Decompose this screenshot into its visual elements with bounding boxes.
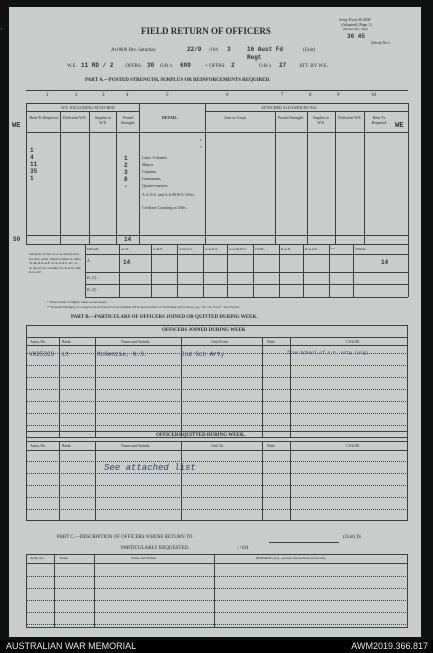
- analysis-row-label: A.: [87, 258, 91, 263]
- detail-item: Captains: [142, 169, 156, 174]
- part-c-col-head: Rank.: [60, 556, 69, 560]
- joined-name: McKenzie, N.S.: [97, 351, 148, 358]
- total-value: 14: [381, 259, 389, 266]
- joined-rank: Lt: [62, 351, 70, 358]
- quitted-col-head: Date.: [267, 443, 276, 448]
- detail-item: Civilians Counting as Offrs.: [142, 205, 188, 210]
- analysis-grid: [85, 244, 408, 297]
- grid-line: [408, 244, 409, 297]
- we-right-stamp: WE: [395, 122, 404, 130]
- year-value: 3: [227, 46, 231, 53]
- grid-line: [214, 554, 215, 628]
- we-value: 11 RD / 2: [81, 62, 114, 69]
- joined-unit-from: 2nd Sch Arty: [181, 351, 225, 358]
- row-line: [26, 600, 408, 601]
- part-b-title: PART B.—PARTICULARS OF OFFICERS JOINED OR QUITTED DURING WEEK.: [71, 315, 258, 320]
- detail-item: A.A.N.S. and A.A.M.W.S. Offrs.: [142, 192, 195, 197]
- quitted-note: See attached list: [104, 463, 196, 473]
- joined-col-head: Date.: [267, 339, 276, 344]
- quitted-title: OFFICERS QUITTED DURING WEEK.: [156, 433, 246, 438]
- col-head-posted: Posted Strength.: [120, 115, 136, 125]
- analysis-col-head: C.M.F.: [153, 247, 163, 251]
- col-head-reints: Rein-Ts Required.: [29, 115, 59, 120]
- quitted-col-head: CAUSE.: [346, 443, 361, 448]
- part-c-title-2: PARTICULARLY REQUESTED.: [121, 546, 190, 551]
- grid-line: [203, 244, 204, 297]
- aif-value: 14: [123, 259, 131, 266]
- row-line: [26, 509, 408, 510]
- grid-line: [94, 554, 95, 628]
- arm-or-corps-header: Arm or Corps: [224, 115, 247, 120]
- ors-value: 609: [180, 62, 191, 69]
- row-line: [26, 588, 408, 589]
- analysis-col-head: A.A.M.W.S.: [229, 247, 247, 251]
- row-line: [26, 413, 408, 414]
- ors-label: O.R.'s: [160, 64, 173, 69]
- column-number: 10: [371, 93, 376, 98]
- detail-item: Lieut.-Colonels: [142, 155, 167, 160]
- form-revised: (Revised Jan., 1942): [343, 27, 368, 31]
- ors2-label: O.R.'s: [259, 64, 272, 69]
- part-a-title: PART A.—POSTED STRENGTH, SURPLUS OR REINFORCEMENTS REQUIRED.: [85, 78, 271, 83]
- col-head-reints-att: Rein-Ts Required: [371, 115, 387, 125]
- unit-label: (Unit): [303, 48, 316, 53]
- unit-value: 16 Aust Fd Regt: [247, 46, 284, 61]
- joined-cause: from School of A.F. Arty (sig): [287, 351, 369, 356]
- part-c-col-head: REMARKS (e.g., present whereabouts if known).: [256, 556, 326, 560]
- detail-item: Lieutenants: [142, 176, 161, 181]
- row-line: [26, 485, 408, 486]
- we-count: 4: [30, 154, 34, 161]
- analysis-row-label: B. (2): [87, 287, 97, 292]
- posted-count: 2: [124, 162, 128, 169]
- row-line: [26, 425, 408, 426]
- column-number: 7: [281, 93, 284, 98]
- quitted-col-head: Name and Initials.: [121, 443, 151, 448]
- form-title: FIELD RETURN OF OFFICERS: [141, 26, 271, 36]
- analysis-note: Analysis of Part A to be shown here for ALL units, which require it; units of the R.A.A.F. of A.A.N.S. etc. to be shown in columns for R.A.N. and R.A.A.F.: [29, 252, 81, 274]
- posted-count: 3: [124, 169, 128, 176]
- grid-line: [151, 244, 152, 297]
- part-c-title-1: PART C.—DESCRIPTION OF OFFICERS WHOSE RETURN TO: [57, 535, 193, 540]
- analysis-col-head: A.A.N.S.: [205, 247, 219, 251]
- joined-army-no: VX25329: [29, 351, 55, 358]
- total-left: 50: [13, 236, 21, 243]
- col-head-deficient: Deficient W.E.: [63, 115, 87, 120]
- part-c-date: / /194: [237, 546, 249, 551]
- detail-item: Quarter-masters: [142, 183, 168, 188]
- row-line: [26, 497, 408, 498]
- part-c-columns: [26, 554, 408, 628]
- column-number: 9: [337, 93, 340, 98]
- row-line: [26, 401, 408, 402]
- joined-col-head: Unit From.: [211, 339, 229, 344]
- joined-col-head: Rank.: [62, 339, 72, 344]
- grid-line: [85, 244, 408, 245]
- year-prefix: /194: [209, 48, 218, 53]
- att-label: ATT. BY W.E.: [299, 64, 329, 69]
- joined-col-head: CAUSE.: [346, 339, 361, 344]
- row-line: [26, 461, 408, 462]
- col-head-surplus-att: Surplus to W.E.: [312, 115, 330, 125]
- we-count: 1: [30, 147, 34, 154]
- serial-value: 36 45: [347, 33, 366, 40]
- analysis-col-head: A.I.F.: [121, 247, 129, 251]
- analysis-col-head: DETAIL: [87, 247, 100, 251]
- part-c-unit-label: (Unit) IS: [343, 535, 361, 540]
- grid-line: [54, 554, 55, 628]
- quitted-col-head: Army No.: [30, 443, 47, 448]
- we-excluding-header: W.E. EXCLUDING ATTACHED.: [61, 105, 116, 110]
- footnote-2: ** Personnel belonging to a category not provided for in the available will be shown in this Col. Particulars will be shown, e.g., "M. C.R. Forces" "N.Z. Forces.": [47, 305, 241, 309]
- grid-line: [119, 244, 120, 297]
- column-number: 1: [46, 93, 49, 98]
- column-number: 6: [226, 93, 229, 98]
- column-number: 3: [102, 93, 105, 98]
- serial-label: (Serial No.): [371, 40, 390, 45]
- col-head-posted-att: Posted Strength.: [277, 115, 305, 120]
- total-posted: 14: [124, 236, 132, 243]
- joined-title: OFFICERS JOINED DURING WEEK: [162, 328, 246, 333]
- column-number: 4: [126, 93, 129, 98]
- grid-line: [303, 244, 304, 297]
- we-left-stamp: WE: [12, 122, 21, 130]
- row-line: [26, 612, 408, 613]
- offrs2-value: 2: [231, 62, 235, 69]
- part-c-col-head: Army No.: [30, 556, 45, 560]
- footnote-1: * Insert detail of higher ranks as necessary.: [47, 300, 108, 304]
- grid-line: [85, 254, 408, 255]
- row-line: [26, 576, 408, 577]
- grid-line: [253, 244, 254, 297]
- row-line: [26, 473, 408, 474]
- analysis-col-head: A.W.A.S.: [179, 247, 193, 251]
- form-adapted: (Adapted) (Page 1): [341, 22, 372, 27]
- column-number: 2: [75, 93, 78, 98]
- row-line: [26, 624, 408, 625]
- analysis-col-head: R.A.N.: [281, 247, 292, 251]
- ors2-value: 27: [279, 62, 287, 69]
- part-c-col-head: Name and Initials.: [131, 556, 157, 560]
- row-line: [26, 365, 408, 366]
- grid-line: [227, 244, 228, 297]
- quitted-columns: [26, 441, 408, 521]
- grid-line: [85, 297, 408, 298]
- grid-line: [177, 244, 178, 297]
- quitted-col-head: Rank.: [62, 443, 72, 448]
- we-count: 35: [30, 168, 38, 175]
- row-line: [26, 389, 408, 390]
- detail-item: Majors: [142, 162, 154, 167]
- we-label: W.E.: [67, 64, 77, 69]
- joined-col-head: Name and Initials.: [121, 339, 151, 344]
- grid-line: [329, 244, 330, 297]
- analysis-col-head: **: [331, 247, 335, 251]
- offrs-label: . OFFRS.: [123, 64, 143, 69]
- posted-count: 1: [124, 155, 128, 162]
- grid-line: [353, 244, 354, 297]
- offrs2-label: + OFFRS.: [205, 64, 226, 69]
- we-count: 1: [30, 175, 34, 182]
- col-head-surplus: Surplus to W.E.: [94, 115, 112, 125]
- joined-col-head: Army No.: [30, 339, 47, 344]
- offrs-value: 30: [147, 62, 155, 69]
- column-numbers: [26, 93, 408, 101]
- col-head-deficient-att: Deficient W.E.: [338, 115, 362, 120]
- footer-right: AWM2019.366.817: [351, 641, 428, 651]
- posted-count: 8: [124, 176, 128, 183]
- quitted-col-head: Unit To.: [211, 443, 225, 448]
- form-number: Army Form W.3008: [339, 17, 371, 22]
- posted-count: -: [124, 183, 128, 190]
- detail-header: DETAIL.: [162, 115, 179, 120]
- row-line: [26, 377, 408, 378]
- grid-line: [85, 284, 408, 285]
- field-return-form: FIELD RETURN OF OFFICERS Army Form W.3008 (Adapted) (Page 1) (Revised Jan., 1942) 36 45 (Serial No.) At 0600 Hrs. Saturday 22/9 /194 3 16 Aust Fd Regt (Unit) W.E. 11 RD / 2 . OFFRS. 30 O.R.'s 609 + OFFRS. 2 O.R.'s 27 ATT. BY W.E. PART A.—POSTED STRENGTH, SURPLUS OR REINFORCEMENTS REQUIRED. 1 2 3 4 5 6 7 8 9 10 W.E. EXCLUDING ATTACHED. ATTACHED ALLOWED BY W.E. Rein-Ts Required. Deficient W.E. Surplus to W.E. Posted Strength. DETAIL. Arm or Corps Posted Strength. Surplus to W.E. Deficient W.E. Rein-Ts Required WE WE 1 4 11 35 1 1 2 3 8 - Lieut.-Colonels Majors Captains Lieutenants Quarter-masters A.A.N.S. and A.A.M.W.S. Offrs. Civilians Counting as Offrs. * * 50 14 Analysis of Part A to be shown here for ALL units, which require it; units of the R.A.A.F. of A.A.N.S. etc. to be shown in columns for R.A.N. and R.A.A.F. DETAIL A.I.F. C.M.F. A.W.A.S. A.A.N.S. A.A.M.W.S. CIVIL. R.A.N. R.A.A.F. ** TOTAL A. B. (1) B. (2) 14 14 * Insert detail of higher ranks as necessary. ** Personnel belonging to a category not provided for in the available will be shown in this Col. Particulars will be shown, e.g., "M. C.R. Forces" "N.Z. Forces." PART B.—PARTICULARS OF OFFICERS JOINED OR QUITTED DURING WEEK. OFFICERS JOINED DURING WEEK Army No. Rank. Name and Initials. Unit From. Date. CAUSE. VX25329 Lt McKenzie, N.S. 2nd Sch Arty from School of A.F. Arty (sig) OFFICERS QUITTED DURING WEEK. Army No. Rank. Name and Initials. Unit To. Date. CAUSE. See attached list PART C.—DESCRIPTION OF OFFICERS WHOSE RETURN TO (Unit) IS PARTICULARLY REQUESTED. / /194 Army No. Rank. Name and Initials. REMARKS (e.g., present whereabouts if known).: [9, 7, 421, 637]
- column-number: 5: [166, 93, 169, 98]
- attached-allowed-header: ATTACHED ALLOWED BY W.E.: [261, 105, 318, 110]
- archive-footer: [0, 640, 433, 653]
- analysis-row-label: B. (1): [87, 275, 97, 280]
- date-value: 22/9: [187, 46, 202, 53]
- analysis-col-head: TOTAL: [355, 247, 367, 251]
- grid-line: [85, 244, 86, 297]
- analysis-col-head: R.A.A.F.: [305, 247, 318, 251]
- at-hours-text: At 0600 Hrs. Saturday: [111, 48, 156, 53]
- column-number: 8: [309, 93, 312, 98]
- analysis-col-head: CIVIL.: [255, 247, 266, 251]
- grid-line: [279, 244, 280, 297]
- we-count: 11: [30, 161, 38, 168]
- grid-line: [85, 272, 408, 273]
- footer-left: AUSTRALIAN WAR MEMORIAL: [6, 641, 137, 651]
